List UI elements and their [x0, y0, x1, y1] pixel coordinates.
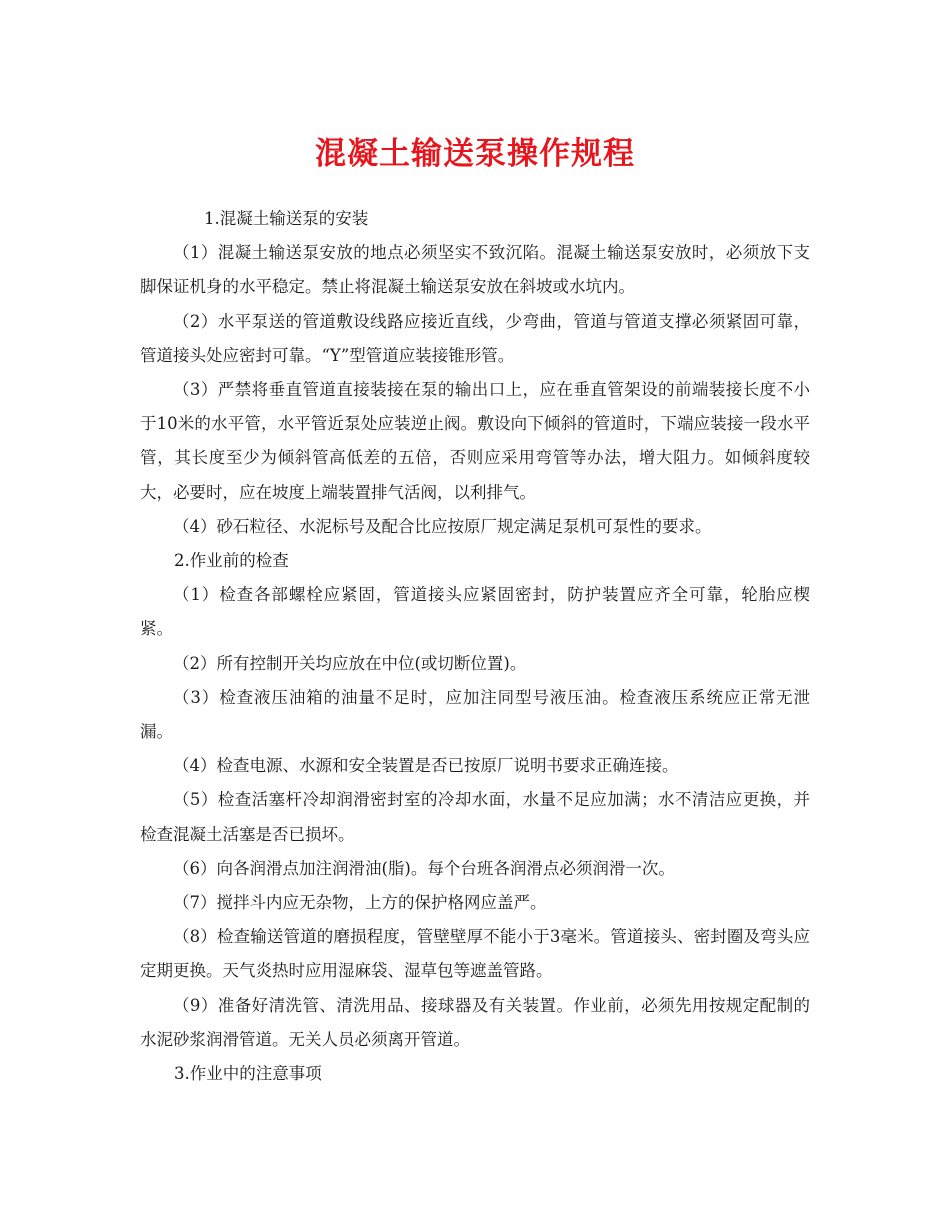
paragraph: （1）检查各部螺栓应紧固，管道接头应紧固密封，防护装置应齐全可靠，轮胎应楔紧。 [140, 585, 810, 639]
paragraph: （5）检查活塞杆冷却润滑密封室的冷却水面，水量不足应加满；水不清洁应更换，并检查混凝土活塞是否已损坏。 [140, 790, 810, 844]
section-heading-installation: 1.混凝土输送泵的安装 [204, 209, 369, 228]
paragraph: （7）搅拌斗内应无杂物，上方的保护格网应盖严。 [173, 893, 547, 913]
paragraph: （9）准备好清洗管、清洗用品、接球器及有关装置。作业前，必须先用按规定配制的水泥砂浆润滑管道。无关人员必须离开管道。 [140, 995, 810, 1049]
paragraph: （3）严禁将垂直管道直接装接在泵的输出口上，应在垂直管架设的前端装接长度不小于10米的水平管，水平管近泵处应装逆止阀。敷设向下倾斜的管道时，下端应装接一段水平管，其长度至少为倾斜管高低差的五倍，否则应采用弯管等办法，增大阻力。如倾斜度较大，必要时，应在坡度上端装置排气活阀，以利排气。 [140, 380, 810, 502]
document-title: 混凝土输送泵操作规程 [315, 136, 635, 172]
paragraph: （8）检查输送管道的磨损程度，管壁壁厚不能小于3毫米。管道接头、密封圈及弯头应定期更换。天气炎热时应用湿麻袋、湿草包等遮盖管路。 [140, 927, 810, 981]
paragraph: （4）砂石粒径、水泥标号及配合比应按原厂规定满足泵机可泵性的要求。 [173, 516, 712, 536]
paragraph: （2）所有控制开关均应放在中位(或切断位置)。 [173, 653, 527, 673]
paragraph: （2）水平泵送的管道敷设线路应接近直线，少弯曲，管道与管道支撑必须紧固可靠，管道接头处应密封可靠。“Y”型管道应装接锥形管。 [140, 311, 810, 365]
paragraph: （1）混凝土输送泵安放的地点必须坚实不致沉陷。混凝土输送泵安放时，必须放下支脚保证机身的水平稳定。禁止将混凝土输送泵安放在斜坡或水坑内。 [140, 243, 810, 297]
document-body [140, 202, 810, 1091]
paragraph: （3）检查液压油箱的油量不足时，应加注同型号液压油。检查液压系统应正常无泄漏。 [140, 687, 810, 742]
section-heading-pre-operation-check: 2.作业前的检查 [174, 551, 289, 571]
paragraph: （6）向各润滑点加注润滑油(脂)。每个台班各润滑点必须润滑一次。 [173, 858, 675, 878]
paragraph: （4）检查电源、水源和安全装置是否已按原厂说明书要求正确连接。 [173, 756, 679, 776]
section-heading-operation-notes: 3.作业中的注意事项 [174, 1064, 322, 1084]
